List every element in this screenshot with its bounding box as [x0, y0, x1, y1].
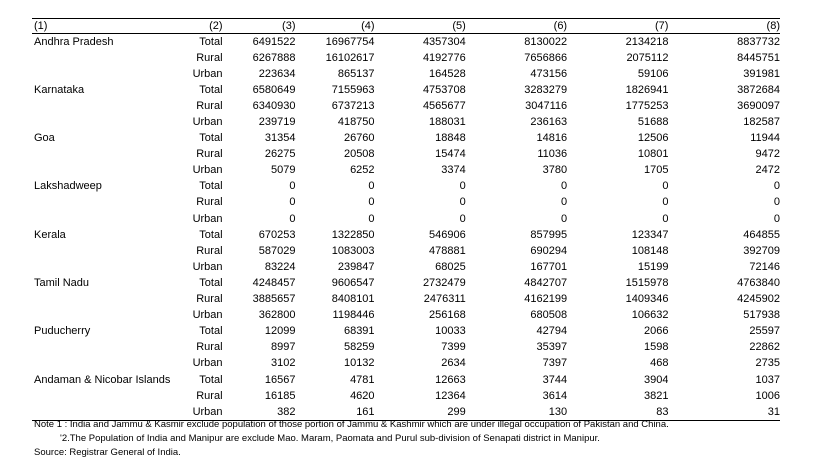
value-cell: 0 [662, 180, 669, 193]
table-row [32, 211, 780, 227]
state-name-cell [32, 114, 174, 130]
value-cell: 2732479 [422, 276, 466, 289]
value-cell: 418750 [337, 116, 375, 129]
value-cell: 6340930 [252, 99, 296, 112]
table-row [32, 34, 780, 51]
state-name-cell: Puducherry [34, 325, 91, 338]
area-type-cell: Total [199, 373, 223, 386]
state-name-cell [32, 50, 174, 66]
column-header: (5) [375, 19, 466, 34]
value-cell: 12663 [435, 373, 466, 386]
value-cell: 108148 [631, 244, 669, 257]
table-row [32, 292, 780, 308]
value-cell: 3885657 [252, 293, 296, 306]
value-cell: 7399 [441, 341, 466, 354]
table-row [32, 388, 780, 404]
state-name-cell: Karnataka [34, 83, 85, 96]
area-type-cell: Rural [196, 148, 223, 161]
value-cell: 680508 [530, 309, 568, 322]
column-header: (2) [174, 19, 223, 34]
area-type-cell: Urban [192, 67, 223, 80]
value-cell: 0 [368, 212, 375, 225]
value-cell: 4357304 [422, 35, 466, 48]
value-cell: 0 [662, 196, 669, 209]
table-row [32, 66, 780, 82]
value-cell: 2634 [441, 357, 466, 370]
area-type-cell: Total [199, 325, 223, 338]
value-cell: 0 [560, 180, 568, 193]
value-cell: 83 [567, 404, 668, 421]
table-row [32, 227, 780, 243]
value-cell: 58259 [343, 341, 375, 354]
value-cell: 9472 [755, 148, 780, 161]
value-cell: 3102 [271, 357, 296, 370]
value-cell: 3821 [643, 389, 669, 402]
column-header: (3) [223, 19, 296, 34]
value-cell: 161 [296, 404, 375, 421]
state-name-cell [32, 340, 174, 356]
data-table-container [32, 18, 780, 421]
value-cell: 6737213 [331, 99, 375, 112]
value-cell: 72146 [749, 260, 780, 273]
area-type-cell: Rural [196, 99, 223, 112]
state-name-cell [32, 356, 174, 372]
table-row [32, 179, 780, 195]
value-cell: 3904 [643, 373, 669, 386]
table-row [32, 114, 780, 130]
value-cell: 16102617 [325, 51, 375, 64]
value-cell: 1775253 [625, 99, 669, 112]
value-cell: 0 [459, 196, 466, 209]
area-type-cell: Urban [192, 116, 223, 129]
state-name-cell [32, 66, 174, 82]
value-cell: 7397 [542, 357, 568, 370]
area-type-cell: Urban [192, 357, 223, 370]
column-header: (7) [567, 19, 668, 34]
state-name-cell [32, 195, 174, 211]
area-type-cell: Rural [196, 341, 223, 354]
state-name-cell: Andhra Pradesh [34, 35, 114, 48]
area-type-cell: Urban [174, 404, 223, 421]
state-name-cell [32, 163, 174, 179]
value-cell: 8445751 [737, 51, 780, 64]
value-cell: 587029 [258, 244, 296, 257]
value-cell: 4245902 [737, 293, 780, 306]
value-cell: 670253 [258, 228, 296, 241]
value-cell: 0 [773, 180, 780, 193]
value-cell: 6491522 [252, 35, 296, 48]
value-cell: 3780 [542, 164, 568, 177]
value-cell: 4620 [350, 389, 375, 402]
value-cell: 0 [773, 212, 780, 225]
column-header: (6) [466, 19, 567, 34]
value-cell: 3047116 [525, 99, 568, 112]
value-cell: 1705 [643, 164, 669, 177]
state-name-cell [32, 243, 174, 259]
value-cell: 3283279 [524, 83, 568, 96]
area-type-cell: Total [199, 35, 223, 48]
value-cell: 5079 [271, 164, 296, 177]
note-2: '2.The Population of India and Manipur are exclude Mao. Maram, Paomata and Purul sub-division of Senapati district in Manipur. [60, 433, 600, 444]
value-cell: 68391 [343, 325, 375, 338]
value-cell: 517938 [743, 309, 780, 322]
value-cell: 1083003 [331, 244, 375, 257]
value-cell: 182587 [743, 116, 780, 129]
value-cell: 6580649 [252, 83, 296, 96]
value-cell: 10132 [343, 357, 375, 370]
value-cell: 223634 [258, 67, 296, 80]
value-cell: 2075112 [626, 51, 669, 64]
source-note: Source: Registrar General of India. [34, 447, 181, 458]
value-cell: 12364 [435, 389, 466, 402]
state-name-cell: Lakshadweep [34, 180, 102, 193]
value-cell: 7656866 [524, 51, 568, 64]
value-cell: 2134218 [625, 35, 669, 48]
value-cell: 0 [459, 212, 466, 225]
column-header: (8) [668, 19, 780, 34]
value-cell: 0 [459, 180, 466, 193]
value-cell: 478881 [429, 244, 466, 257]
value-cell: 123347 [631, 228, 669, 241]
value-cell: 0 [368, 180, 375, 193]
value-cell: 42794 [536, 325, 568, 338]
table-row [32, 372, 780, 388]
value-cell: 8837732 [737, 35, 780, 48]
value-cell: 8997 [271, 341, 296, 354]
table-row [32, 340, 780, 356]
value-cell: 26275 [264, 148, 296, 161]
table-row [32, 324, 780, 340]
table-header [32, 19, 780, 34]
value-cell: 1322850 [331, 228, 375, 241]
state-name-cell: Tamil Nadu [34, 276, 90, 289]
value-cell: 8408101 [331, 293, 375, 306]
value-cell: 106632 [631, 309, 669, 322]
state-name-cell [32, 211, 174, 227]
value-cell: 25597 [749, 325, 780, 338]
value-cell: 11944 [750, 132, 780, 145]
value-cell: 1198446 [332, 309, 375, 322]
table-row [32, 243, 780, 259]
state-name-cell [32, 388, 174, 404]
value-cell: 468 [650, 357, 669, 370]
value-cell: 7155963 [331, 83, 375, 96]
state-name-cell: Goa [34, 132, 55, 145]
value-cell: 6252 [350, 164, 375, 177]
value-cell: 6267888 [252, 51, 296, 64]
value-cell: 4753708 [422, 83, 466, 96]
state-name-cell [32, 259, 174, 275]
value-cell: 18848 [435, 132, 466, 145]
value-cell: 0 [560, 212, 568, 225]
state-name-cell: Kerala [34, 228, 66, 241]
value-cell: 167701 [530, 260, 568, 273]
state-name-cell [32, 98, 174, 114]
table-row [32, 98, 780, 114]
value-cell: 130 [466, 404, 567, 421]
value-cell: 3690097 [737, 99, 780, 112]
value-cell: 12506 [637, 132, 669, 145]
area-type-cell: Urban [192, 212, 223, 225]
value-cell: 1006 [755, 389, 780, 402]
table-row [32, 147, 780, 163]
area-type-cell: Rural [196, 196, 223, 209]
area-type-cell: Total [199, 276, 223, 289]
value-cell: 865137 [337, 67, 375, 80]
footnotes [34, 418, 669, 460]
value-cell: 1826941 [625, 83, 669, 96]
area-type-cell: Total [199, 180, 223, 193]
state-name-cell [32, 292, 174, 308]
value-cell: 391981 [743, 67, 780, 80]
value-cell: 256168 [429, 309, 466, 322]
table-row [32, 50, 780, 66]
value-cell: 16567 [264, 373, 296, 386]
area-type-cell: Rural [196, 244, 223, 257]
value-cell: 464855 [743, 228, 780, 241]
value-cell: 0 [289, 196, 296, 209]
table-row [32, 195, 780, 211]
table-row [32, 163, 780, 179]
value-cell: 362800 [258, 309, 296, 322]
value-cell: 12099 [264, 325, 296, 338]
value-cell: 4565677 [422, 99, 466, 112]
value-cell: 473156 [530, 67, 568, 80]
area-type-cell: Rural [196, 389, 223, 402]
table-row [32, 82, 780, 98]
table-row [32, 308, 780, 324]
area-type-cell: Total [199, 83, 223, 96]
value-cell: 16967754 [325, 35, 375, 48]
value-cell: 2476311 [423, 293, 466, 306]
table-row [32, 356, 780, 372]
value-cell: 15199 [637, 260, 669, 273]
value-cell: 14816 [536, 132, 568, 145]
value-cell: 299 [375, 404, 466, 421]
value-cell: 4192776 [422, 51, 466, 64]
value-cell: 4781 [350, 373, 375, 386]
value-cell: 4842707 [524, 276, 568, 289]
value-cell: 236163 [530, 116, 568, 129]
table-body [32, 34, 780, 421]
value-cell: 2735 [755, 357, 780, 370]
value-cell: 239847 [337, 260, 375, 273]
value-cell: 239719 [258, 116, 296, 129]
table-row [32, 275, 780, 291]
value-cell: 3744 [542, 373, 568, 386]
table-row [32, 259, 780, 275]
value-cell: 0 [773, 196, 780, 209]
value-cell: 83224 [264, 260, 296, 273]
value-cell: 0 [289, 180, 296, 193]
value-cell: 68025 [435, 260, 466, 273]
state-name-cell [32, 308, 174, 324]
value-cell: 0 [662, 212, 669, 225]
value-cell: 15474 [435, 148, 466, 161]
value-cell: 690294 [530, 244, 568, 257]
value-cell: 392709 [743, 244, 780, 257]
value-cell: 8130022 [524, 35, 568, 48]
value-cell: 26760 [343, 132, 375, 145]
value-cell: 9606547 [331, 276, 375, 289]
value-cell: 4248457 [252, 276, 296, 289]
column-header: (4) [296, 19, 375, 34]
value-cell: 188031 [429, 116, 466, 129]
value-cell: 59106 [637, 67, 669, 80]
area-type-cell: Rural [196, 51, 223, 64]
value-cell: 0 [560, 196, 568, 209]
value-cell: 857995 [530, 228, 568, 241]
value-cell: 10033 [435, 325, 466, 338]
value-cell: 35397 [536, 341, 568, 354]
area-type-cell: Total [199, 228, 223, 241]
value-cell: 2066 [643, 325, 669, 338]
value-cell: 546906 [429, 228, 466, 241]
header-row [32, 19, 780, 34]
area-type-cell: Urban [192, 260, 223, 273]
value-cell: 2472 [755, 164, 780, 177]
state-name-cell: Andaman & Nicobar Islands [34, 373, 171, 386]
value-cell: 10801 [637, 148, 669, 161]
value-cell: 3872684 [737, 83, 780, 96]
value-cell: 11036 [537, 148, 568, 161]
note-1: Note 1 : India and Jammu & Kasmir exclude population of those portion of Jammu & Kashmir which are under illegal occupation of Pakistan and China. [34, 419, 669, 430]
area-type-cell: Urban [192, 164, 223, 177]
area-type-cell: Rural [196, 293, 223, 306]
value-cell: 4763840 [737, 276, 780, 289]
value-cell: 1598 [643, 341, 669, 354]
value-cell: 16185 [264, 389, 296, 402]
value-cell: 0 [368, 196, 375, 209]
value-cell: 31354 [264, 132, 296, 145]
value-cell: 20508 [343, 148, 375, 161]
value-cell: 31 [668, 404, 780, 421]
area-type-cell: Total [199, 132, 223, 145]
population-table [32, 18, 780, 421]
value-cell: 164528 [429, 67, 466, 80]
table-row [32, 131, 780, 147]
state-name-cell [32, 147, 174, 163]
area-type-cell: Urban [192, 309, 223, 322]
value-cell: 3374 [441, 164, 466, 177]
value-cell: 0 [289, 212, 296, 225]
value-cell: 3614 [542, 389, 568, 402]
value-cell: 22862 [749, 341, 780, 354]
column-header: (1) [32, 19, 174, 34]
value-cell: 1037 [755, 373, 780, 386]
value-cell: 1515978 [625, 276, 669, 289]
value-cell: 51688 [637, 116, 669, 129]
value-cell: 382 [223, 404, 296, 421]
value-cell: 4162199 [524, 293, 568, 306]
value-cell: 1409346 [625, 293, 669, 306]
